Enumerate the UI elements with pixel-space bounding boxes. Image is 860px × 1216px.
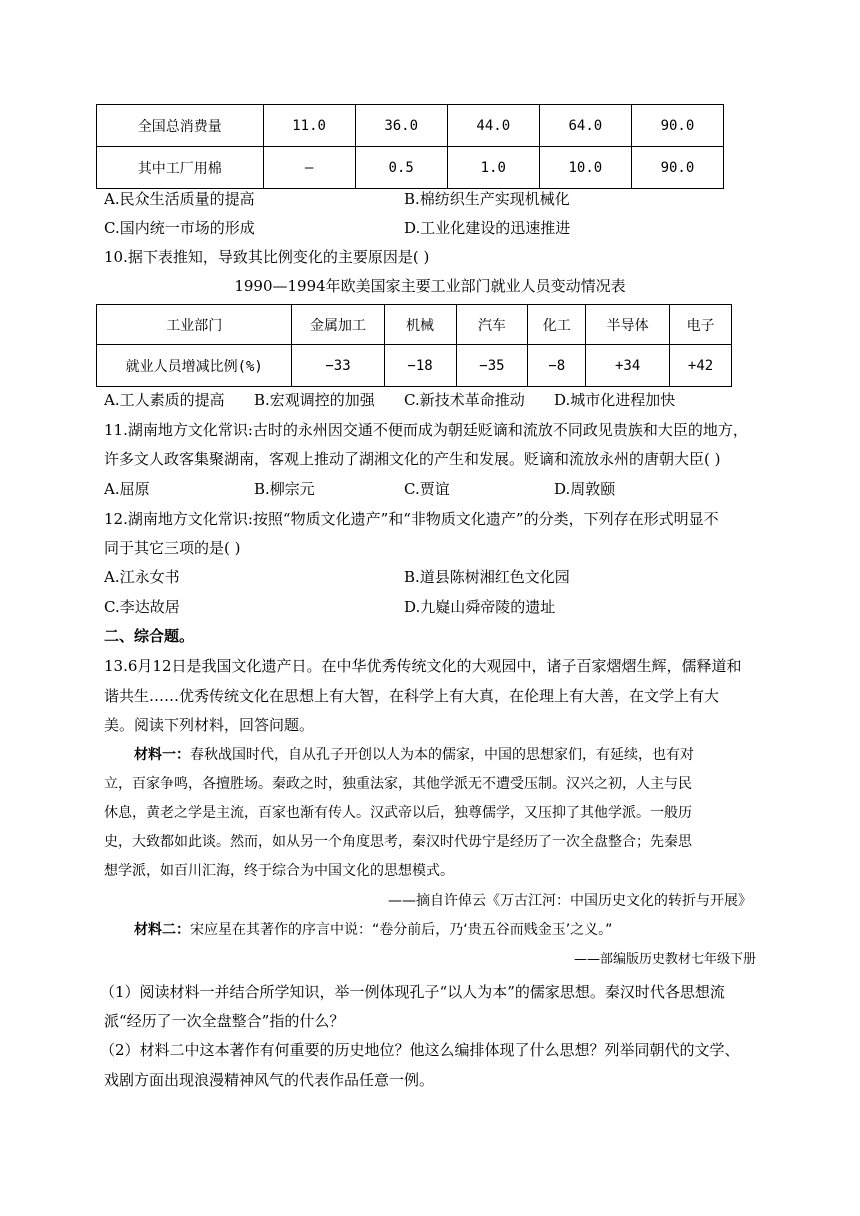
q12-stem-line1: 12.湖南地方文化常识:按照“物质文化遗产”和“非物质文化遗产”的分类，下列存在形式明显不 [104, 510, 719, 528]
table-cell: −35 [456, 345, 528, 387]
table-cell: −8 [528, 345, 586, 387]
table-cell: — [263, 147, 355, 189]
table-cell: +34 [586, 345, 670, 387]
table-cell: −33 [292, 345, 384, 387]
material-one-line3: 休息，黄老之学是主流，百家也渐有传人。汉武帝以后，独尊儒学，又压抑了其他学派。一般历 [104, 805, 692, 821]
table-header-cell: 电子 [670, 305, 732, 345]
q9-option-d: D.工业化建设的迅速推进 [404, 219, 571, 237]
table-cell: +42 [670, 345, 732, 387]
table-cell: 0.5 [355, 147, 447, 189]
table-header-cell: 机械 [384, 305, 456, 345]
q12-stem-line2: 同于其它三项的是( ) [104, 539, 241, 557]
section-title: 二、综合题。 [104, 627, 195, 645]
q13-stem-line1: 13.6月12日是我国文化遗产日。在中华优秀传统文化的大观园中，诸子百家熠熠生辉，儒释道和 [104, 657, 742, 675]
table-cell: 44.0 [447, 105, 539, 147]
q13-part1-line2: 派“经历了一次全盘整合”指的什么？ [104, 1012, 345, 1030]
q12-option-a: A.江永女书 [104, 568, 180, 586]
q10-option-a: A.工人素质的提高 [104, 391, 225, 409]
q11-option-c: C.贾谊 [404, 480, 450, 498]
q11-stem-line1: 11.湖南地方文化常识:古时的永州因交通不便而成为朝廷贬谪和流放不同政见贵族和大臣的地方， [104, 421, 748, 439]
table-header-cell: 化工 [528, 305, 586, 345]
q12-option-d: D.九嶷山舜帝陵的遗址 [404, 598, 556, 616]
q13-part2-line2: 戏剧方面出现浪漫精神风气的代表作品任意一例。 [104, 1071, 435, 1089]
q9-option-a: A.民众生活质量的提高 [104, 190, 255, 208]
table-cell: 64.0 [539, 105, 631, 147]
material-one-line1 [134, 745, 694, 765]
table-cell: 1.0 [447, 147, 539, 189]
q11-stem-line2: 许多文人政客集聚湖南，客观上推动了湖湘文化的产生和发展。贬谪和流放永州的唐朝大臣( ) [104, 450, 721, 468]
q12-option-b: B.道县陈树湘红色文化园 [404, 568, 570, 586]
table-cell: 其中工厂用棉 [97, 147, 264, 189]
q10-option-c: C.新技术革命推动 [404, 391, 525, 409]
table-row [97, 345, 732, 387]
table-cell: 90.0 [631, 105, 723, 147]
q12-option-c: C.李达故居 [104, 598, 180, 616]
q10-option-d: D.城市化进程加快 [554, 391, 676, 409]
q13-stem-line2: 谐共生……优秀传统文化在思想上有大智，在科学上有大真，在伦理上有大善，在文学上有大 [104, 687, 720, 705]
table-cell: 90.0 [631, 147, 723, 189]
table-cell: 就业人员增减比例(%) [97, 345, 292, 387]
q10-table-title: 1990—1994年欧美国家主要工业部门就业人员变动情况表 [234, 277, 626, 295]
material-two-source: ——部编版历史教材七年级下册 [573, 952, 756, 967]
q11-option-a: A.屈原 [104, 480, 150, 498]
material-two-label: 材料二： [134, 922, 190, 938]
table-row [97, 305, 732, 345]
employment-change-table [96, 304, 732, 387]
table-row [97, 105, 724, 147]
material-two-line [134, 920, 612, 940]
q10-option-b: B.宏观调控的加强 [254, 391, 375, 409]
q11-option-d: D.周敦颐 [554, 480, 616, 498]
material-one-line4: 史，大致都如此谈。然而，如从另一个角度思考，秦汉时代毋宁是经历了一次全盘整合；先秦思 [104, 834, 692, 850]
q13-stem-line3: 美。阅读下列材料，回答问题。 [104, 716, 315, 734]
material-one-source: ——摘自许倬云《万古江河：中国历史文化的转折与开展》 [388, 893, 752, 909]
table-cell: 11.0 [263, 105, 355, 147]
table-row [97, 147, 724, 189]
q10-stem: 10.据下表推知，导致其比例变化的主要原因是( ) [104, 248, 430, 266]
material-one-text: 春秋战国时代，自从孔子开创以人为本的儒家，中国的思想家们，有延续，也有对 [190, 747, 694, 763]
table-cell: 36.0 [355, 105, 447, 147]
q9-option-c: C.国内统一市场的形成 [104, 219, 255, 237]
material-two-text: 宋应星在其著作的序言中说：“卷分前后，乃‘贵五谷而贱金玉’之义。” [190, 922, 613, 938]
cotton-consumption-table [96, 104, 724, 189]
table-cell: −18 [384, 345, 456, 387]
q13-part2-line1: （2）材料二中这本著作有何重要的历史地位？他这么编排体现了什么思想？列举同朝代的文学、 [100, 1041, 740, 1059]
material-one-line2: 立，百家争鸣，各擅胜场。秦政之时，独重法家，其他学派无不遭受压制。汉兴之初，人主与民 [104, 776, 692, 792]
material-one-label: 材料一： [134, 747, 190, 763]
material-one-line5: 想学派，如百川汇海，终于综合为中国文化的思想模式。 [104, 863, 454, 879]
table-header-cell: 金属加工 [292, 305, 384, 345]
table-header-cell: 半导体 [586, 305, 670, 345]
table-header-cell: 汽车 [456, 305, 528, 345]
q13-part1-line1: （1）阅读材料一并结合所学知识，举一例体现孔子“以人为本”的儒家思想。秦汉时代各思想流 [100, 983, 725, 1001]
table-header-cell: 工业部门 [97, 305, 292, 345]
table-cell: 全国总消费量 [97, 105, 264, 147]
q9-option-b: B.棉纺织生产实现机械化 [404, 190, 570, 208]
q11-option-b: B.柳宗元 [254, 480, 315, 498]
table-cell: 10.0 [539, 147, 631, 189]
